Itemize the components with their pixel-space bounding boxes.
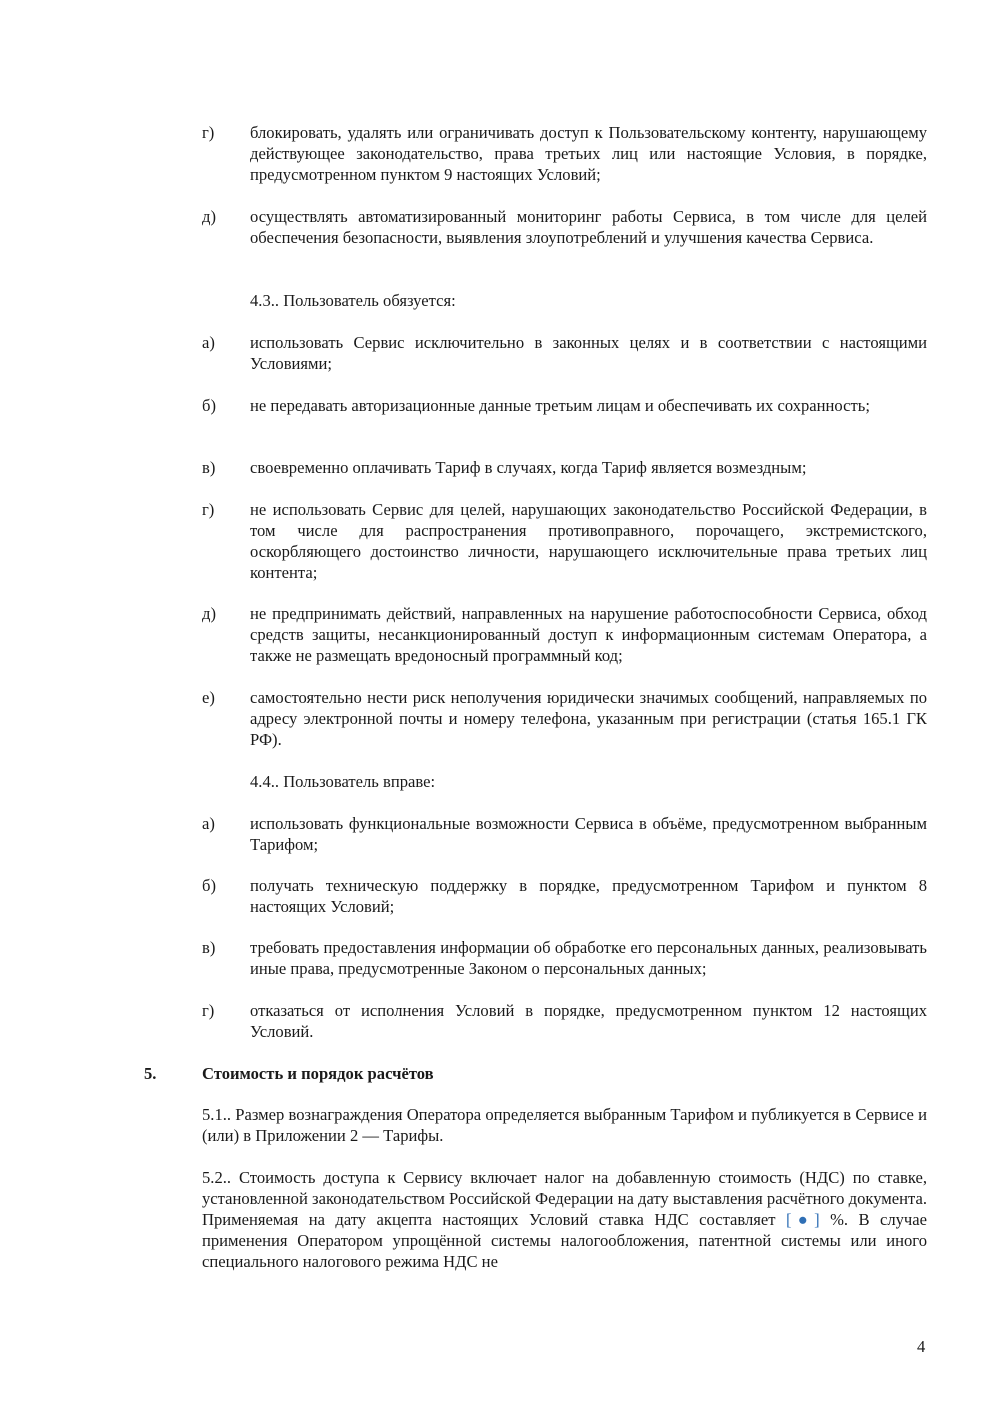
list-marker: в) bbox=[202, 458, 216, 477]
list-item-text: не предпринимать действий, направленных на нарушение работоспособности Сервиса, обход средств защиты, несанкционированный доступ к информационным системам Оператора, а также не размещать вредоносный программный код; bbox=[250, 604, 927, 665]
list-item bbox=[202, 206, 927, 248]
list-item-text: блокировать, удалять или ограничивать доступ к Пользовательскому контенту, нарушающему действующее законодательство, права третьих лиц или настоящие Условия, в порядке, предусмотренном пунктом 9 настоящих Условий; bbox=[250, 123, 927, 184]
list-marker: д) bbox=[202, 207, 216, 226]
list-item-text: отказаться от исполнения Условий в порядке, предусмотренном пунктом 12 настоящих Условий. bbox=[250, 1001, 927, 1041]
list-item bbox=[202, 499, 927, 583]
list-marker: г) bbox=[202, 123, 215, 142]
list-item-text: не использовать Сервис для целей, нарушающих законодательство Российской Федерации, в том числе для распространения противоправного, порочащего, экстремистского, оскорбляющего достоинство личности, нарушающего исключительные права третьих лиц контента; bbox=[250, 500, 927, 582]
list-marker: а) bbox=[202, 814, 215, 833]
section-title: Стоимость и порядок расчётов bbox=[202, 1064, 434, 1083]
section-number: 5. bbox=[144, 1064, 157, 1083]
list-marker: г) bbox=[202, 1001, 215, 1020]
list-marker: д) bbox=[202, 604, 216, 623]
list-item-text: использовать функциональные возможности Сервиса в объёме, предусмотренном выбранным Тарифом; bbox=[250, 814, 927, 854]
clause-5-1: 5.1.. Размер вознаграждения Оператора определяется выбранным Тарифом и публикуется в Сервисе и (или) в Приложении 2 — Тарифы. bbox=[202, 1105, 927, 1145]
clause-4-3-heading: 4.3.. Пользователь обязуется: bbox=[250, 291, 456, 310]
list-item-text: не передавать авторизационные данные третьим лицам и обеспечивать их сохранность; bbox=[250, 396, 870, 415]
list-item-text: осуществлять автоматизированный мониторинг работы Сервиса, в том числе для целей обеспечения безопасности, выявления злоупотреблений и улучшения качества Сервиса. bbox=[250, 207, 927, 247]
clause-5-2 bbox=[202, 1167, 927, 1272]
list-item bbox=[202, 395, 927, 416]
list-item bbox=[202, 937, 927, 979]
list-marker: е) bbox=[202, 688, 215, 707]
list-item bbox=[202, 457, 927, 478]
list-item bbox=[202, 332, 927, 374]
list-item-text: своевременно оплачивать Тариф в случаях, когда Тариф является возмездным; bbox=[250, 458, 807, 477]
clause-5-2-text-end: %. В случае применения Оператором упрощённой системы налогообложения, патентной системы или иного специального налогового режима НДС не bbox=[202, 1210, 927, 1271]
list-item-text: требовать предоставления информации об обработке его персональных данных, реализовывать иные права, предусмотренные Законом о персональных данных; bbox=[250, 938, 927, 978]
vat-rate-placeholder: [●] bbox=[785, 1210, 820, 1229]
list-marker: б) bbox=[202, 396, 216, 415]
list-item-text: использовать Сервис исключительно в законных целях и в соответствии с настоящими Условиями; bbox=[250, 333, 927, 373]
list-marker: г) bbox=[202, 500, 215, 519]
list-item bbox=[202, 813, 927, 855]
list-item bbox=[202, 603, 927, 666]
clause-4-4-heading: 4.4.. Пользователь вправе: bbox=[250, 772, 436, 791]
list-item-text: самостоятельно нести риск неполучения юридически значимых сообщений, направляемых по адресу электронной почты и номеру телефона, указанным при регистрации (статья 165.1 ГК РФ). bbox=[250, 688, 927, 749]
list-marker: а) bbox=[202, 333, 215, 352]
list-item bbox=[202, 1000, 927, 1042]
page-number: 4 bbox=[917, 1337, 926, 1356]
list-item bbox=[202, 122, 927, 185]
clause-5-2-text-start: 5.2.. Стоимость доступа к Сервису включает налог на добавленную стоимость (НДС) по ставке, установленной законодательством Российской Федерации на дату выставления расчётного документа. Применяемая на дату акцепта настоящих Условий ставка НДС составляет bbox=[202, 1168, 927, 1229]
list-marker: в) bbox=[202, 938, 216, 957]
list-marker: б) bbox=[202, 876, 216, 895]
list-item bbox=[202, 687, 927, 750]
list-item-text: получать техническую поддержку в порядке, предусмотренном Тарифом и пунктом 8 настоящих Условий; bbox=[250, 876, 927, 916]
list-item bbox=[202, 875, 927, 917]
